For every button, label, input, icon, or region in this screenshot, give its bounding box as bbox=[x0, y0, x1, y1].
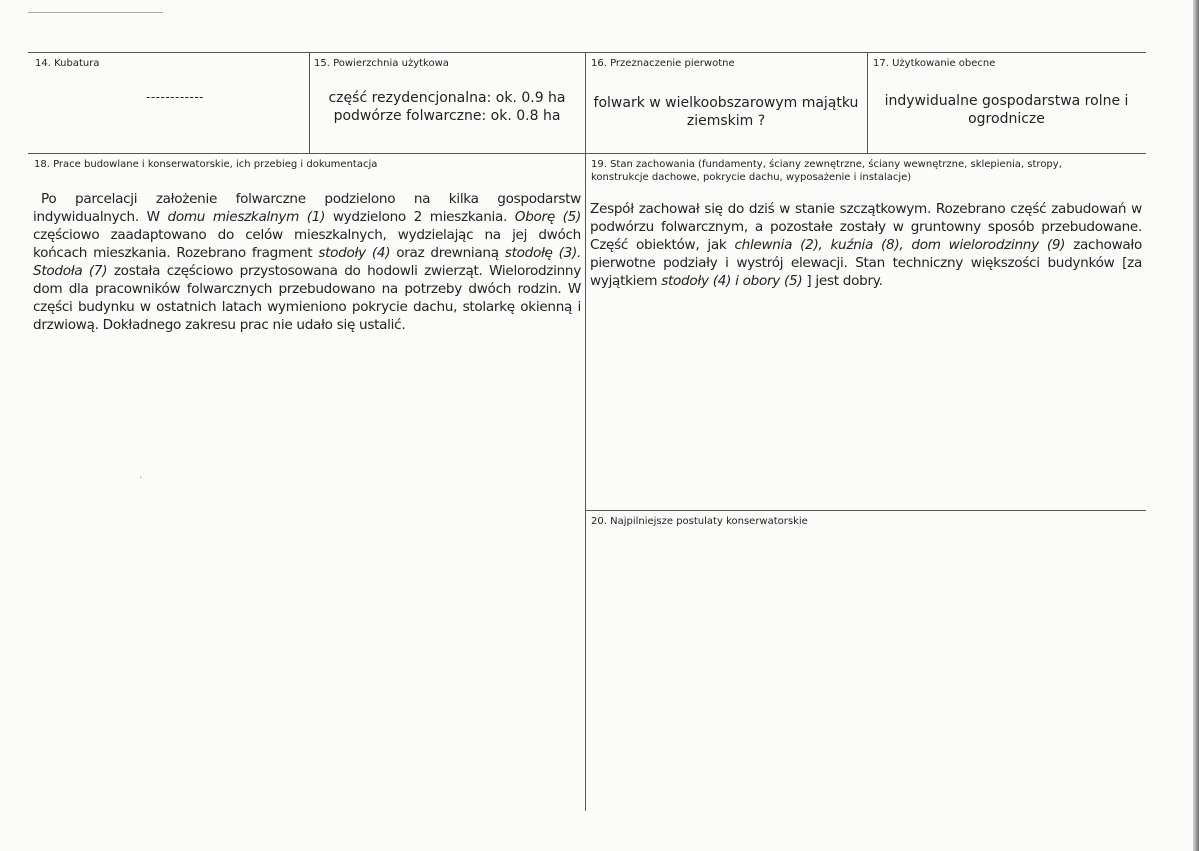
field-14-label: 14. Kubatura bbox=[35, 58, 100, 69]
field-19-text bbox=[590, 200, 1142, 290]
field-19-text-3: ] jest dobry. bbox=[802, 273, 883, 289]
scan-mark bbox=[28, 12, 163, 13]
field-20-label: 20. Najpilniejsze postulaty konserwatorskie bbox=[591, 516, 808, 527]
field-18-italic-1: domu mieszkalnym (1) bbox=[167, 209, 326, 225]
field-19-italic-1: chlewnia (2), kuźnia (8), dom wielorodzinny (9) bbox=[734, 237, 1066, 253]
field-19-text-1: Zespół zachował się do dziś w stanie szczątkowym. Rozebrano część zabudowań w podwórzu folwarcznym, a pozostałe zostały w gruntowny sposób przebudowane. Część obiektów, jak bbox=[590, 201, 1142, 253]
field-18-italic-3: stodoły (4) bbox=[318, 245, 391, 261]
field-18-text-3: częściowo zaadaptowano do celów mieszkalnych, wydzielając na jej dwóch końcach mieszkania. Rozebrano fragment bbox=[33, 227, 581, 261]
field-16-value-line2: ziemskim ? bbox=[686, 113, 766, 129]
rule-row1-bottom bbox=[28, 153, 1146, 154]
field-15-value-line1: część rezydencjonalna: ok. 0.9 ha bbox=[328, 90, 566, 106]
field-17-value-line1: indywidualne gospodarstwa rolne i bbox=[884, 93, 1129, 109]
rule-top bbox=[28, 52, 1146, 53]
field-19-label-line2: konstrukcje dachowe, pokrycie dachu, wyposażenie i instalacje) bbox=[591, 172, 912, 183]
field-16-value-line1: folwark w wielkoobszarowym majątku bbox=[593, 95, 859, 111]
field-15-value-line2: podwórze folwarczne: ok. 0.8 ha bbox=[333, 108, 561, 124]
field-17-value-line2: ogrodnicze bbox=[968, 111, 1045, 127]
field-19-text-2: zachowało pierwotne podziały i wystrój elewacji. Stan techniczny większości budynków [za wyjątkiem bbox=[590, 237, 1142, 289]
field-17-label: 17. Użytkowanie obecne bbox=[873, 58, 996, 69]
scan-speck: · bbox=[139, 473, 143, 484]
rule-v1 bbox=[309, 52, 310, 154]
field-19-italic-2: stodoły (4) i obory (5) bbox=[661, 273, 803, 289]
field-18-text-2: wydzielono 2 mieszkania. bbox=[325, 209, 515, 225]
field-18-italic-4: stodołę (3). Stodoła (7) bbox=[33, 245, 581, 279]
rule-field20-top bbox=[586, 510, 1146, 511]
rule-v2 bbox=[585, 52, 586, 811]
field-18-text-5: została częściowo przystosowana do hodowli zwierząt. Wielorodzinny dom dla pracowników folwarcznych przebudowano na potrzeby dwóch rodzin. W części budynku w ostatnich latach wymieniono pokrycie dachu, stolarkę okienną i drzwiową. Dokładnego zakresu prac nie udało się ustalić. bbox=[33, 263, 581, 333]
field-18-text bbox=[33, 190, 581, 334]
field-19-label-line1: 19. Stan zachowania (fundamenty, ściany zewnętrzne, ściany wewnętrzne, sklepienia, stropy, bbox=[591, 159, 1062, 170]
field-15-label: 15. Powierzchnia użytkowa bbox=[314, 58, 449, 69]
field-14-value: ------------ bbox=[146, 90, 204, 104]
field-16-label: 16. Przeznaczenie pierwotne bbox=[591, 58, 735, 69]
field-18-italic-2: Oborę (5) bbox=[514, 209, 581, 225]
rule-v3 bbox=[867, 52, 868, 154]
scan-edge-shadow bbox=[1193, 0, 1199, 851]
field-18-label: 18. Prace budowlane i konserwatorskie, ich przebieg i dokumentacja bbox=[34, 159, 378, 170]
field-18-text-4: oraz drewnianą bbox=[390, 245, 505, 261]
field-18-text-1: Po parcelacji założenie folwarczne podzielono na kilka gospodarstw indywidualnych. W bbox=[33, 191, 581, 225]
